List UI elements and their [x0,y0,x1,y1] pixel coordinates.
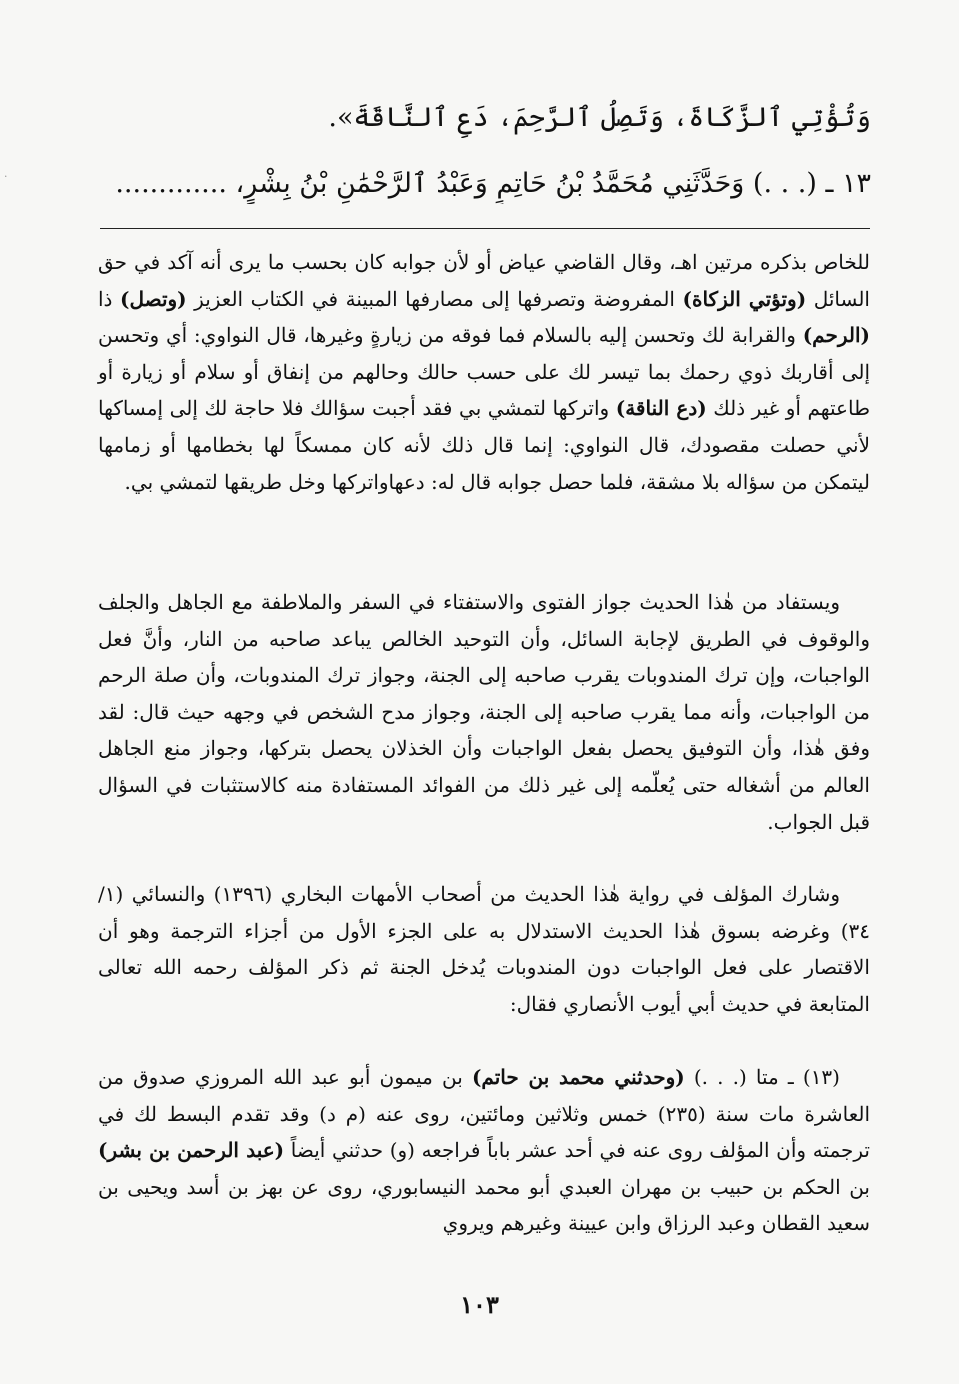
hadith-text-line-2: ١٣ ـ (. . .) وَحَدَّثَنِي مُحَمَّدُ بْنُ حَاتِمٍ وَعَبْدُ ٱلرَّحْمَٰنِ بْنُ بِشْرٍ، ............. [115,168,871,199]
page-number: ١٠٣ [460,1290,499,1319]
footnote-divider [100,228,870,229]
benefits-paragraph: ويستفاد من هٰذا الحديث جواز الفتوى والاستفتاء في السفر والملاطفة مع الجاهل والجلف والوقوف في الطريق لإجابة السائل، وأن التوحيد الخالص يباعد صاحبه من النار، وأنَّ فعل الواجبات، وإن ترك المندوبات يقرب صاحبه إلى الجنة، وجواز ترك المندوبات، وأن صلة الرحم من الواجبات، وأنه مما يقرب صاحبه إلى الجنة، وجواز مدح الشخص في وجهه حيث قال: لقد وفق هٰذا، وأن التوفيق يحصل بفعل الواجبات وأن الخذلان يحصل بتركها، وجواز منع الجاهل العالم من أشغاله حتى يُعلّمه إلى غير ذلك من الفوائد المستفادة منه كالاستثبات في السؤال قبل الجواب. [98,590,870,834]
commentary-paragraph-4 [98,1059,870,1242]
quoted-phrase: (وتصل) [120,286,187,311]
commentary-text: بن ميمون أبو عبد الله المروزي صدوق من العاشرة مات سنة (٢٣٥) خمس وثلاثين ومائتين، روى عنه (م د) وقد تقدم البسط لك في ترجمته وأن المؤلف روى عنه في أحد عشر باباً فراجعه (و) حدثني أيضاً [98,1065,870,1163]
commentary-text: (١٣) ـ متا (. . .) [684,1065,840,1089]
commentary-text: ذا [98,286,120,311]
quoted-phrase: (وتؤتي الزكاة) [682,286,807,311]
commentary-paragraph-1 [98,244,870,500]
commentary-paragraph-2 [98,584,870,840]
quoted-phrase: (عبد الرحمن بن بشر) [98,1138,285,1163]
commentary-text: واتركها لتمشي بي فقد أجبت سؤالك فلا حاجة لك إلى إمساكها لأني حصلت مقصودك، قال النواوي: إنما قال ذلك لأنه كان ممسكاً لها بخطامها أو زمامها ليتمكن من سؤاله بلا مشقة، فلما حصل جوابه قال له: دعهاواتركها وخل طريقها لتمشي بي. [98,396,870,494]
commentary-text: المفروضة وتصرفها إلى مصارفها المبينة في الكتاب العزيز [186,286,683,311]
quoted-phrase: (دع الناقة) [615,396,707,421]
commentary-text: بن الحكم بن حبيب بن مهران العبدي أبو محمد النيسابوري، روى عن بهز بن أسد ويحيى بن سعيد القطان وعبد الرزاق وابن عيينة وغيرهم ويروي [98,1174,870,1236]
commentary-text: والقرابة لك وتحسن إليه بالسلام فما فوقه من زيارةٍ وغيرها، قال النواوي: أي وتحسن إلى أقاربك ذوي رحمك بما تيسر لك على حسب حالك وحالهم من إنفاق أو سلام أو زيارة أو طاعتهم أو غير ذلك [98,323,871,421]
quoted-phrase: (الرحم) [802,323,870,348]
quoted-phrase: (وحدثني محمد بن حاتم) [471,1065,685,1089]
hadith-text-line-1: وَتُؤْتِي ٱلزَّكَاةَ، وَتَصِلُ ٱلرَّحِمَ، دَعِ ٱلنَّاقَةَ». [328,102,871,133]
commentary-text: للخاص بذكره مرتين اهـ، وقال القاضي عياض أو لأن جوابه كان بحسب ما يرى أنه آكد في حق السائل [98,250,870,311]
commentary-paragraph-3 [98,876,870,1022]
scan-speck: · [4,170,8,183]
takhrij-paragraph: وشارك المؤلف في رواية هٰذا الحديث من أصحاب الأمهات البخاري (١٣٩٦) والنسائي (١/ ٣٤) وغرضه بسوق هٰذا الحديث الاستدلال به على الجزء الأول من أجزاء الترجمة وهو أن الاقتصار على فعل الواجبات دون المندوبات يُدخل الجنة ثم ذكر المؤلف رحمه الله تعالى المتابعة في حديث أبي أيوب الأنصاري فقال: [98,882,870,1016]
